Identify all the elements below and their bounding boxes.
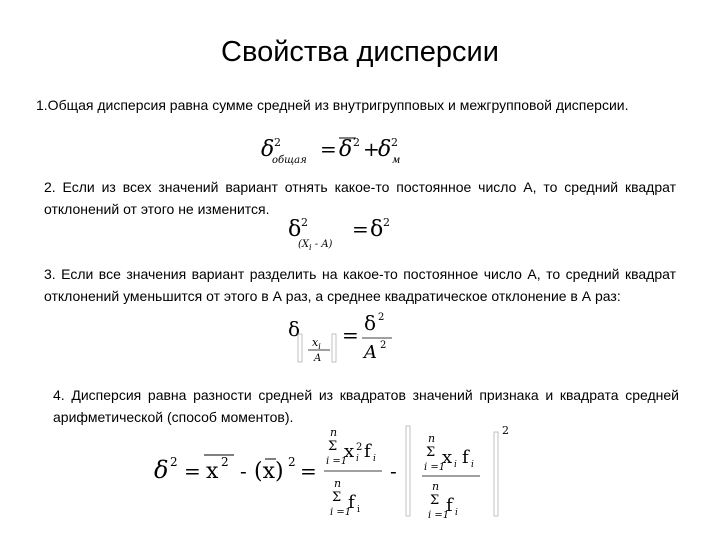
f4-sup-2: 2 xyxy=(221,455,229,469)
f4-n-1: n xyxy=(330,426,338,439)
f2-sup-1: 2 xyxy=(301,216,308,229)
slide-title: Свойства дисперсии xyxy=(221,36,499,68)
f4-eq-2: = xyxy=(300,459,317,483)
f3-delta: δ xyxy=(288,317,301,341)
f4-delta: δ xyxy=(154,456,169,484)
f4-sup-num: 2 xyxy=(356,442,363,453)
f4-f-den: f xyxy=(348,492,355,513)
f2-delta-1: δ xyxy=(288,217,302,242)
f4-n-4: n xyxy=(432,480,440,493)
formula-moments-method xyxy=(148,420,528,530)
f3-den-sup: 2 xyxy=(380,340,387,351)
f4-i1-3: i =1 xyxy=(424,462,446,473)
f4-sup-1: 2 xyxy=(170,455,178,469)
f4-n-2: n xyxy=(334,477,342,490)
f4-x-1: x xyxy=(206,459,219,484)
f4-i-den-2: i xyxy=(455,508,458,518)
f3-eq: = xyxy=(342,323,359,347)
f4-i-num-1: i xyxy=(356,454,359,464)
f4-f-num: f xyxy=(364,441,371,462)
f3-num-sup: 2 xyxy=(378,312,385,323)
f3-num-x: $x_i$ xyxy=(312,336,321,351)
formula-shift-invariance xyxy=(284,212,424,254)
f1-sup-2: 2 xyxy=(353,136,360,149)
f4-f-num-2: f xyxy=(462,447,469,468)
f4-minus-2: - xyxy=(390,459,397,483)
f4-sup-outer: 2 xyxy=(502,424,509,437)
f1-delta-1: δ xyxy=(261,137,275,162)
f1-sup-3: 2 xyxy=(391,136,398,149)
f3-num-delta: δ xyxy=(364,311,377,335)
f4-sup-3: 2 xyxy=(288,455,296,469)
f2-sup-2: 2 xyxy=(383,216,390,229)
f4-sigma-4: Σ xyxy=(430,493,440,508)
f1-delta-2: δ xyxy=(339,137,353,162)
f1-eq: = xyxy=(320,137,337,161)
f3-den-big-a: A xyxy=(364,342,377,363)
f4-i1-1: i =1 xyxy=(326,456,348,467)
f4-i-den: i xyxy=(357,505,360,515)
formula-scale-division xyxy=(284,308,424,370)
f4-sigma-2: Σ xyxy=(332,490,342,505)
f1-sub-m: м xyxy=(392,155,401,166)
f3-den-a: A xyxy=(314,353,322,364)
property-2-text: 2. Если из всех значений вариант отнять какое-то постоянное число А, то средний квадрат отклонений от этого не изменится. xyxy=(44,179,676,217)
f4-minus-1: - xyxy=(240,459,247,483)
f4-right-bracket xyxy=(494,432,498,516)
f4-i-num-4: i xyxy=(471,460,474,470)
f2-delta-2: δ xyxy=(370,217,384,242)
f1-plus: + xyxy=(363,137,380,161)
f4-sigma-1: Σ xyxy=(328,439,338,454)
f4-left-bracket xyxy=(406,426,410,516)
property-1-text: 1.Общая дисперсия равна сумме средней из внутригрупповых и межгрупповой дисперсии. xyxy=(36,97,629,113)
f4-paren-x: (x) xyxy=(254,459,284,484)
f4-i-num-2: i xyxy=(373,454,376,464)
f4-n-3: n xyxy=(428,432,436,445)
f4-f-den-2: f xyxy=(446,495,453,516)
f4-sigma-3: Σ xyxy=(426,445,436,460)
f1-sup-1: 2 xyxy=(274,136,281,149)
f2-sub: $(X_i - A)$ xyxy=(298,239,333,252)
f4-x-num-2: x xyxy=(442,447,453,468)
property-3-text: 3. Если все значения вариант разделить на какое-то постоянное число А, то средний квадрат отклонений уменьшится от этого в А раз, а среднее квадратическое отклонение в А раз: xyxy=(44,266,676,304)
f4-i1-2: i =1 xyxy=(330,507,352,518)
f3-right-bracket xyxy=(332,334,336,362)
formula-total-variance xyxy=(255,130,455,170)
f1-sub-total: общая xyxy=(272,155,307,166)
f4-eq-1: = xyxy=(184,459,201,483)
f2-eq: = xyxy=(352,217,369,241)
f4-x-num: x xyxy=(344,441,355,462)
f4-i-num-3: i xyxy=(454,460,457,470)
f1-delta-3: δ xyxy=(378,137,392,162)
f4-i1-4: i =1 xyxy=(428,510,450,521)
property-4-text: 4. Дисперсия равна разности средней из квадратов значений признака и квадрата средней арифметической (способ моментов). xyxy=(53,387,679,425)
